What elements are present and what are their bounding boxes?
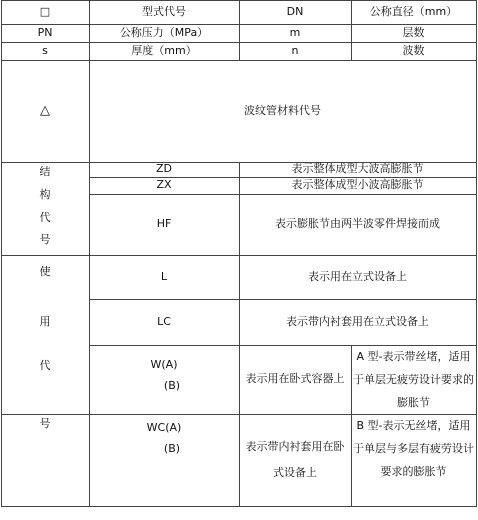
- usage-description: 表示用在卧式容器上: [245, 372, 345, 386]
- header-symbol: □: [39, 4, 51, 18]
- structure-label-char: 代: [39, 210, 51, 224]
- usage-code-variant: (B): [163, 441, 181, 455]
- usage-label-char: 用: [39, 314, 51, 328]
- usage-label-char: 号: [39, 416, 51, 430]
- usage-description: 表示用在立式设备上: [308, 269, 407, 283]
- usage-description: 表示带内衬套用在卧式设备上: [245, 440, 345, 479]
- structure-label-char: 构: [39, 187, 51, 201]
- usage-code: WC(A): [146, 421, 182, 434]
- structure-code: ZX: [156, 178, 172, 192]
- structure-description: 表示整体成型大波高膨胀节: [291, 162, 424, 176]
- usage-code: W(A): [150, 358, 178, 371]
- header-dn: DN: [286, 4, 304, 18]
- usage-code-variant: (B): [163, 378, 181, 392]
- usage-label-char: 代: [39, 358, 51, 372]
- material-description: 波纹管材料代号: [244, 103, 321, 117]
- usage-type-note: A 型-表示带丝堵，适用于单层无疲劳设计要求的膨胀节: [353, 350, 474, 409]
- pn-symbol: PN: [37, 25, 53, 39]
- structure-description: 表示膨胀节由两半波零件焊接而成: [275, 217, 440, 231]
- structure-label-char: 号: [39, 233, 51, 247]
- material-symbol: △: [40, 103, 50, 119]
- structure-code-label: [1, 162, 89, 255]
- s-symbol: s: [42, 43, 48, 57]
- structure-code: ZD: [155, 162, 172, 176]
- m-description: 层数: [402, 25, 425, 39]
- usage-description: 表示带内衬套用在立式设备上: [286, 314, 429, 328]
- m-symbol: m: [289, 25, 301, 39]
- grid-line: [476, 0, 477, 507]
- s-description: 厚度（mm）: [131, 43, 197, 57]
- usage-type-note: B 型-表示无丝堵，适用于单层与多层有疲劳设计要求的膨胀节: [353, 419, 474, 478]
- usage-label-char: 使: [39, 264, 51, 278]
- n-symbol: n: [291, 43, 299, 57]
- structure-label-char: 结: [39, 165, 51, 178]
- n-description: 波数: [402, 43, 425, 57]
- header-nominal-diameter: 公称直径（mm）: [369, 4, 458, 18]
- structure-code: HF: [156, 217, 172, 231]
- usage-code: L: [160, 269, 168, 283]
- usage-code-group: [89, 414, 239, 506]
- structure-description: 表示整体成型小波高膨胀节: [291, 178, 424, 192]
- pn-description: 公称压力（MPa）: [119, 25, 209, 39]
- header-type-code: 型式代号: [142, 4, 186, 18]
- usage-code-group: [89, 345, 239, 414]
- usage-code: LC: [157, 314, 171, 328]
